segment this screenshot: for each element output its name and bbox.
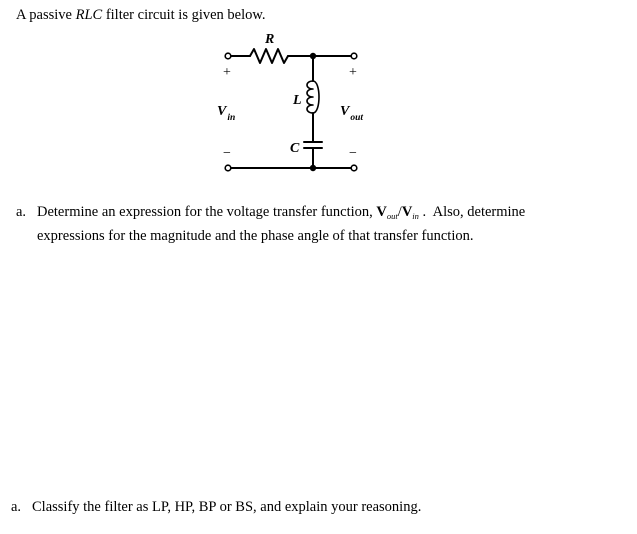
resistor-symbol [250, 49, 288, 63]
question-b [11, 497, 611, 517]
vin-label [217, 104, 235, 123]
ratio-slash: / [397, 204, 402, 220]
terminal-out-bottom [351, 165, 357, 171]
intro-suffix: filter circuit is given below. [102, 7, 266, 23]
vout-symbol: V [376, 204, 387, 220]
intro-prefix: A passive [16, 7, 76, 23]
vin-symbol-sub: in [412, 211, 419, 221]
question-b-marker: a. [11, 499, 22, 515]
vout-symbol-sub: out [386, 211, 398, 221]
junction-dot-bottom [310, 165, 316, 171]
inductor-label: L [293, 93, 302, 108]
capacitor-label: C [290, 141, 300, 156]
terminal-in-bottom [225, 165, 231, 171]
vin-plus-sign: + [223, 65, 231, 80]
terminal-in-top [225, 53, 231, 59]
rlc-circuit-diagram [210, 28, 380, 178]
terminal-out-top [351, 53, 357, 59]
inductor-symbol [307, 81, 319, 113]
vout-sub: out [350, 113, 364, 123]
junction-dot-top [310, 53, 316, 59]
vout-plus-sign: + [349, 65, 357, 80]
question-a-prefix: Determine an expression for the voltage transfer function, [37, 204, 377, 220]
intro-text [16, 7, 266, 24]
vout-main: V [340, 104, 350, 119]
vout-label [340, 104, 363, 123]
question-a-marker: a. [16, 204, 27, 220]
vin-sub: in [227, 113, 236, 123]
question-a-line1 [16, 202, 616, 226]
question-a-suffix: . Also, determine [418, 204, 526, 220]
vin-symbol: V [401, 204, 413, 220]
question-b-text: Classify the filter as LP, HP, BP or BS, and explain your reasoning. [32, 499, 422, 515]
question-a-line2: expressions for the magnitude and the phase angle of that transfer function. [37, 228, 474, 244]
question-a [16, 202, 616, 246]
vin-main: V [217, 104, 227, 119]
vin-minus-sign: − [223, 146, 231, 161]
resistor-label: R [265, 32, 275, 47]
vout-minus-sign: − [349, 146, 357, 161]
intro-circuit-type: RLC [75, 7, 103, 23]
